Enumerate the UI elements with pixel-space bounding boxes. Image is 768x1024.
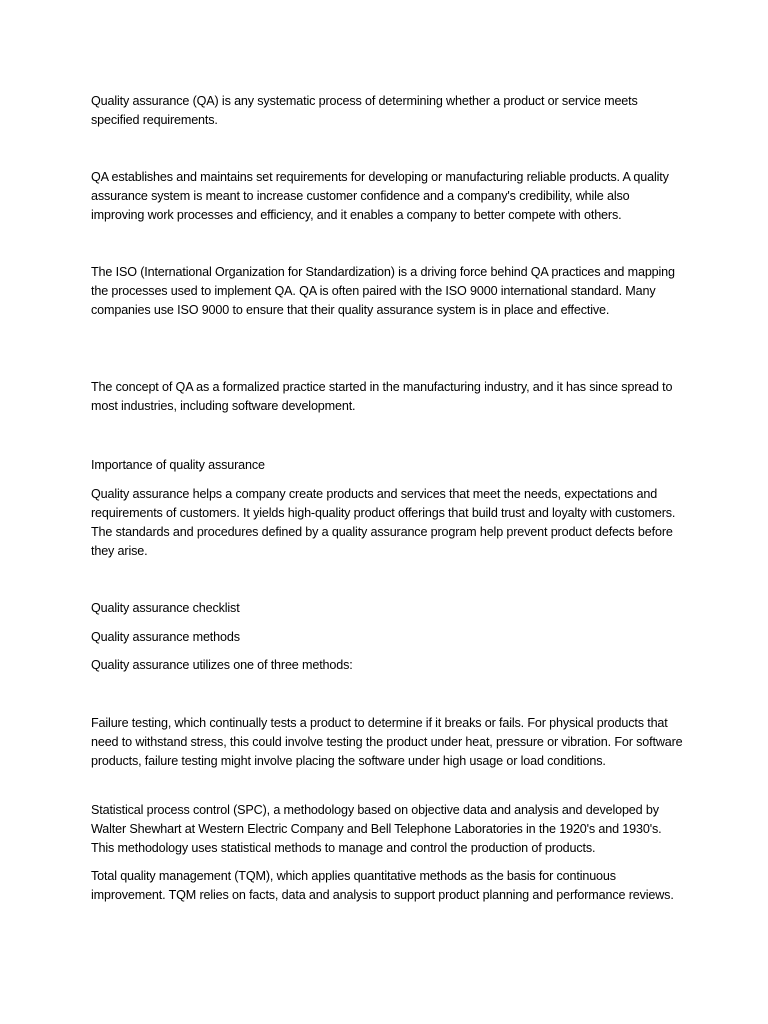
importance-paragraph: Quality assurance helps a company create products and services that meet the needs, expectations and requirements of customers. It yields high-quality product offerings that build trust and loyalty with customers. The standards and procedures defined by a quality assurance program help prevent product defects before they arise. (91, 487, 676, 558)
failure-testing-paragraph: Failure testing, which continually tests a product to determine if it breaks or fails. For physical products that need to withstand stress, this could involve testing the product under heat, pressure or vibration. For software products, failure testing might involve placing the software under high usage or load conditions. (91, 716, 683, 768)
importance-heading: Importance of quality assurance (91, 458, 265, 472)
tqm-paragraph: Total quality management (TQM), which applies quantitative methods as the basis for continuous improvement. TQM relies on facts, data and analysis to support product planning and performance reviews. (91, 869, 674, 902)
methods-heading: Quality assurance methods (91, 630, 240, 644)
intro-paragraph: Quality assurance (QA) is any systematic process of determining whether a product or service meets specified requirements. (91, 94, 638, 127)
three-methods-line: Quality assurance utilizes one of three methods: (91, 658, 353, 672)
checklist-heading: Quality assurance checklist (91, 601, 240, 615)
iso-paragraph: The ISO (International Organization for Standardization) is a driving force behind QA practices and mapping the processes used to implement QA. QA is often paired with the ISO 9000 international standard. Many companies use ISO 9000 to ensure that their quality assurance system is in place and effective. (91, 265, 675, 317)
qa-concept-paragraph: The concept of QA as a formalized practice started in the manufacturing industry, and it has since spread to most industries, including software development. (91, 380, 673, 413)
qa-establishes-paragraph: QA establishes and maintains set requirements for developing or manufacturing reliable products. A quality assurance system is meant to increase customer confidence and a company's credibility, while also improving work processes and efficiency, and it enables a company to better compete with others. (91, 170, 669, 222)
spc-paragraph: Statistical process control (SPC), a methodology based on objective data and analysis and developed by Walter Shewhart at Western Electric Company and Bell Telephone Laboratories in the 1920's and 1930's. This methodology uses statistical methods to manage and control the production of products. (91, 803, 662, 855)
